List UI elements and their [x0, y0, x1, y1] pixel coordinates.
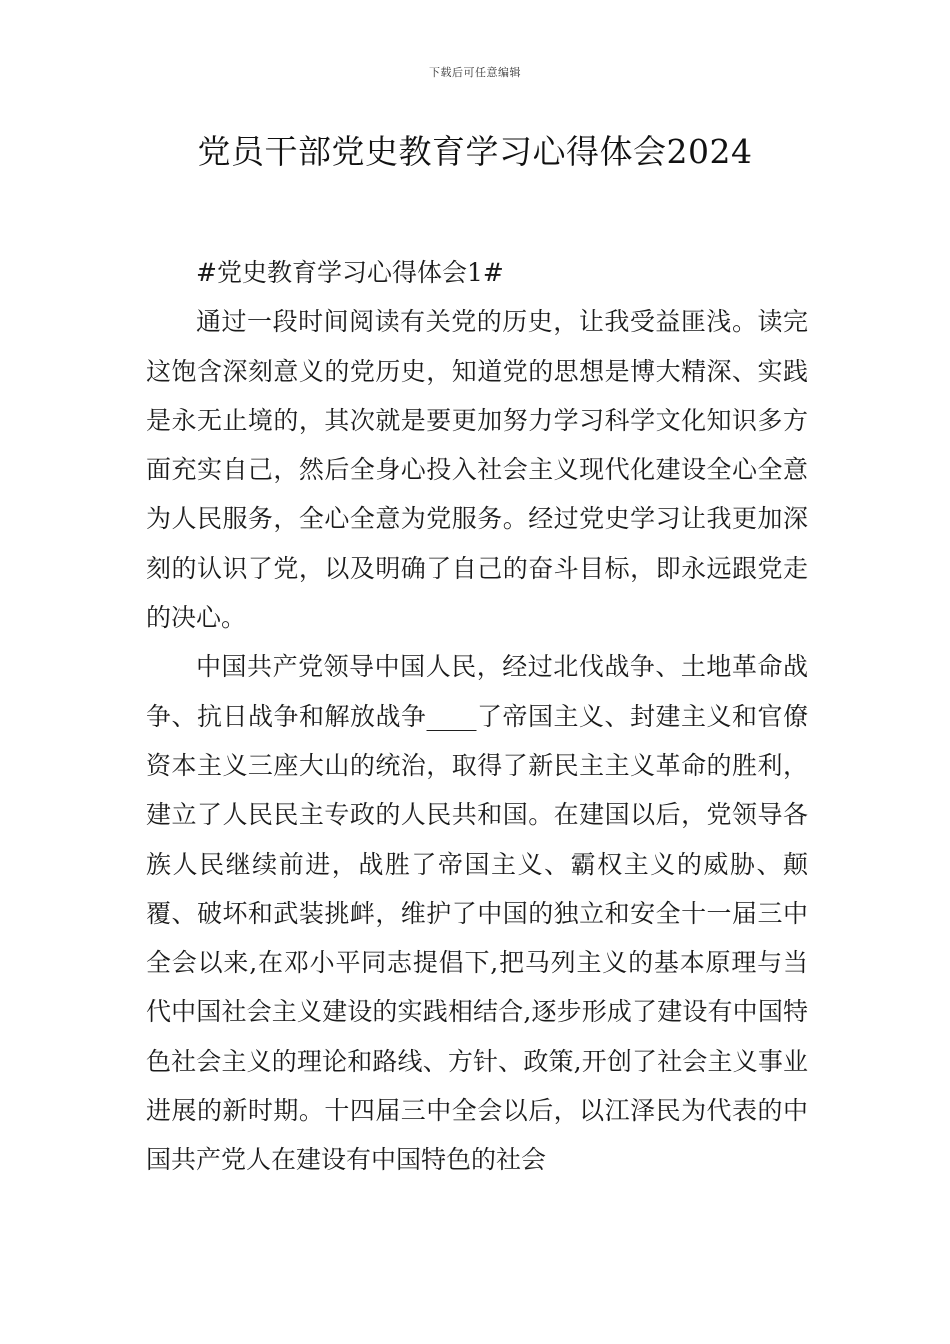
document-title: 党员干部党史教育学习心得体会2024	[197, 132, 753, 171]
paragraph-2: 中国共产党领导中国人民，经过北伐战争、土地革命战争、抗日战争和解放战争____了帝国主义、封建主义和官僚资本主义三座大山的统治，取得了新民主主义革命的胜利，建立了人民民主专政的人民共和国。在建国以后，党领导各族人民继续前进，战胜了帝国主义、霸权主义的威胁、颠覆、破坏和武装挑衅，维护了中国的独立和安全十一届三中全会以来,在邓小平同志提倡下,把马列主义的基本原理与当代中国社会主义建设的实践相结合,逐步形成了建设有中国特色社会主义的理论和路线、方针、政策,开创了社会主义事业进展的新时期。十四届三中全会以后，以江泽民为代表的中国共产党人在建设有中国特色的社会	[146, 652, 808, 1175]
header-note: 下载后可任意编辑	[429, 66, 521, 79]
paragraph-1: 通过一段时间阅读有关党的历史，让我受益匪浅。读完这饱含深刻意义的党历史，知道党的思想是博大精深、实践是永无止境的，其次就是要更加努力学习科学文化知识多方面充实自己，然后全身心投入社会主义现代化建设全心全意为人民服务，全心全意为党服务。经过党史学习让我更加深刻的认识了党，以及明确了自己的奋斗目标，即永远跟党走的决心。	[146, 307, 808, 633]
document-body	[146, 248, 808, 1185]
section-heading: #党史教育学习心得体会1#	[196, 258, 504, 287]
